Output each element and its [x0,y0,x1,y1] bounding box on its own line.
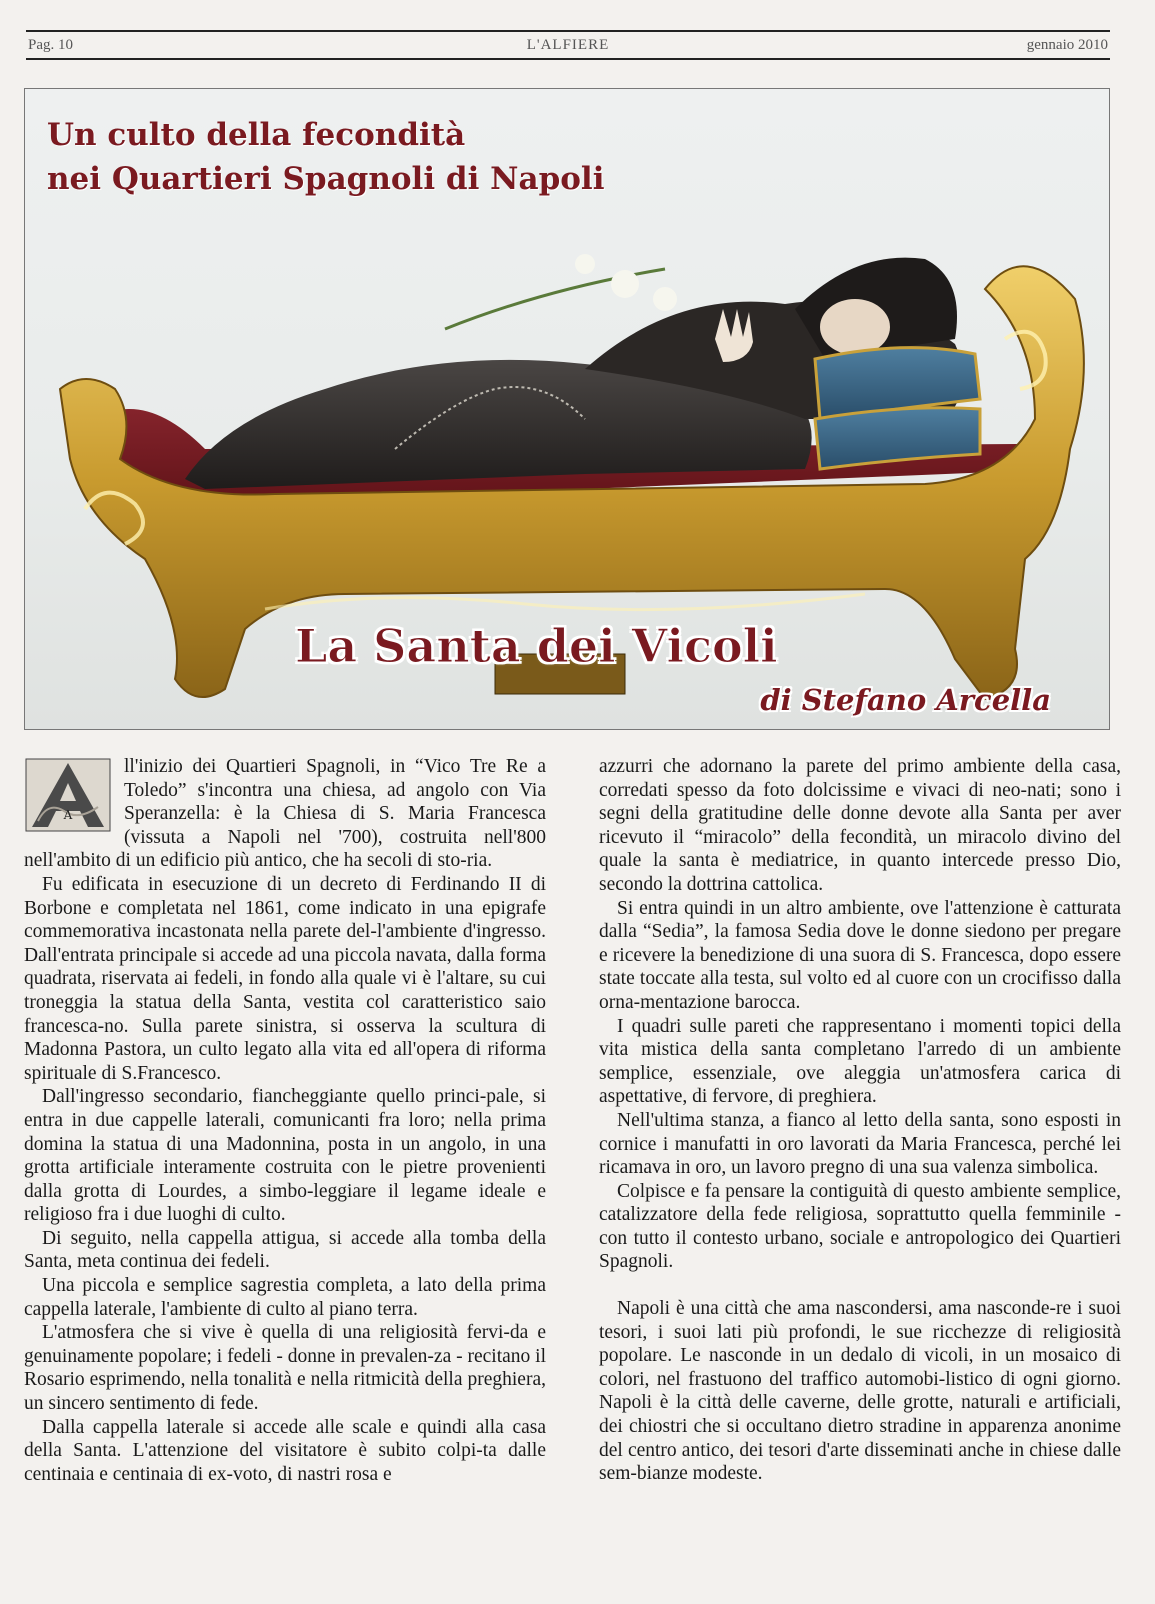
journal-name: L'ALFIERE [526,37,610,53]
paragraph: Dalla cappella laterale si accede alle scale e quindi alla casa della Santa. L'attenzione del visitatore è subito colpi-ta dalle centinaia e centinaia di ex-voto, di nastri rosa e [24,1416,546,1485]
article-kicker [47,113,604,201]
kicker-line-1: Un culto della fecondità [47,117,466,153]
paragraph: Fu edificata in esecuzione di un decreto di Ferdinando II di Borbone e completata nel 1861, come indicato in una epigrafe commemorativa incastonata nella parete del-l'ambiente d'ingresso. Dall'entrata principale si accede ad una piccola navata, dalla forma quadrata, riservata ai fedeli, in fondo alla quale vi è l'altare, su cui troneggia la statua della Santa, vestita col caratteristico saio francesca-no. Sulla parete sinistra, si osserva la scultura di Madonna Pastora, un culto legato alla vita ed all'opera di riforma spirituale di S.Francesco. [24,873,546,1084]
paragraph: Nell'ultima stanza, a fianco al letto della santa, sono esposti in cornice i manufatti in oro lavorati da Maria Francesca, perché lei ricamava in oro, un lavoro pregno di una sua valenza simbolica. [599,1109,1121,1179]
issue-date: gennaio 2010 [1026,37,1108,53]
hero-photo [24,88,1110,730]
paragraph: Dall'ingresso secondario, fiancheggiante quello princi-pale, si entra in due cappelle laterali, comunicanti fra loro; nella prima domina la statua di una Madonnina, posta in un angolo, in una grotta artificiale interamente costruita con le pietre provenienti dalla grotta di Lourdes, a simbo-leggiare il legame ideale e religioso fra i due luoghi di culto. [24,1086,546,1226]
paragraph: Si entra quindi in un altro ambiente, ove l'attenzione è catturata dalla “Sedia”, la famosa Sedia dove le donne siedono per pregare e ricevere la benedizione di una suora di S. Francesca, dopo essere state toccate alla testa, sul volto ed al cuore con un crocifisso dalla orna-mentazione barocca. [599,897,1121,1013]
page-header [26,30,1110,60]
paragraph: Colpisce e fa pensare la contiguità di questo ambiente semplice, catalizzatore della fede religiosa, soprattutto quella femminile - con tutto il contesto urbano, sociale e antropologico dei Quartieri Spagnoli. [599,1180,1121,1273]
page-number: Pag. 10 [28,37,73,53]
kicker-line-2: nei Quartieri Spagnoli di Napoli [47,161,605,197]
paragraph: Una piccola e semplice sagrestia completa, a lato della prima cappella laterale, l'ambiente di culto al piano terra. [24,1275,546,1320]
dropcap-letter: A [63,808,73,822]
article-column-left [24,755,546,1486]
article-byline: di Stefano Arcella [760,683,1051,717]
paragraph: ll'inizio dei Quartieri Spagnoli, in “Vico Tre Re a Toledo” s'incontra una chiesa, ad angolo con Via Speranzella: è la Chiesa di S. Maria Francesca (vissuta a Napoli nel '700), costruita nell'800 nell'ambito di un edificio più antico, che ha secoli di sto-ria. [24,756,546,872]
paragraph: azzurri che adornano la parete del primo ambiente della casa, corredati spesso da foto dolcissime e vivaci di neo-nati; sono i segni della gratitudine delle donne devote alla Santa per aver ricevuto il “miracolo” della fecondità, un miracolo divino del quale la santa è mediatrice, in quanto intercede presso Dio, secondo la dottrina cattolica. [599,756,1121,895]
paragraph: I quadri sulle pareti che rappresentano i momenti topici della vita mistica della santa completano l'arredo di un ambiente semplice, essenziale, ove aleggia un'atmosfera carica di aspettative, di fervore, di preghiera. [599,1015,1121,1108]
paragraph: L'atmosfera che si vive è quella di una religiosità fervi-da e genuinamente popolare; i fedeli - donne in prevalen-za - recitano il Rosario esprimendo, nella tonalità e nella ritmicità della preghiera, un sincero sentimento di fede. [24,1322,546,1415]
paragraph: Napoli è una città che ama nascondersi, ama nasconde-re i suoi tesori, i suoi lati più profondi, le sue ricchezze di religiosità popolare. Le nasconde in un dedalo di vicoli, in un mosaico di colori, nel frastuono del traffico automobi-listico di ogni giorno. Napoli è la città delle caverne, delle grotte, naturali e artificiali, dei chiostri che si occultano dietro stradine in apparenza anonime del centro antico, dei tesori d'arte disseminati anche in chiese dalle sem-bianze modeste. [599,1298,1121,1485]
paragraph: Di seguito, nella cappella attigua, si accede alla tomba della Santa, meta continua dei fedeli. [24,1227,546,1273]
article-headline: La Santa dei Vicoli [295,619,778,673]
article-column-right [599,755,1121,1486]
ornamental-dropcap-icon [24,757,112,833]
